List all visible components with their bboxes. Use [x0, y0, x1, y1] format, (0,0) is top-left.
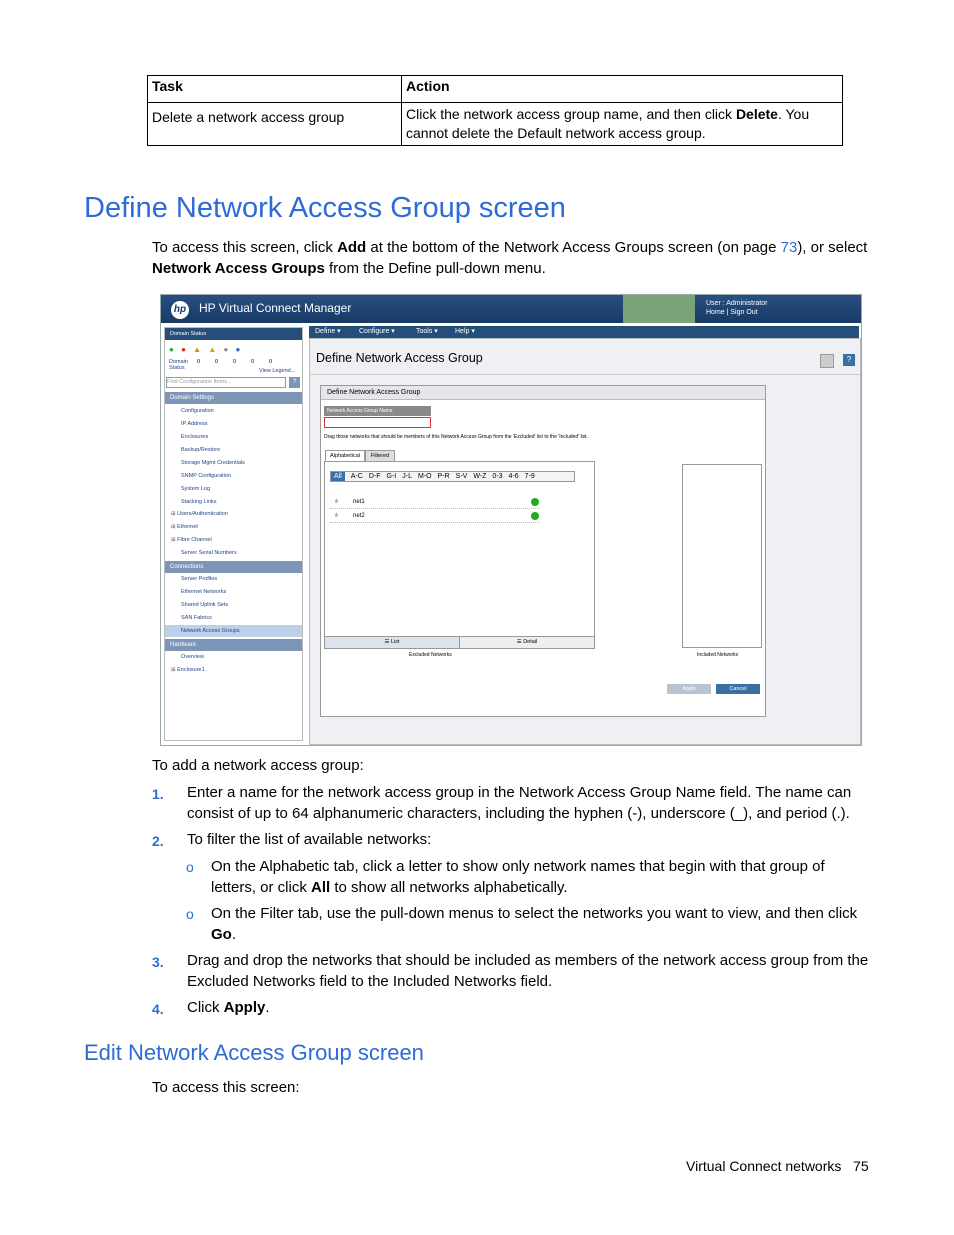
print-icon[interactable] — [820, 354, 834, 368]
nav-server-profiles[interactable]: Server Profiles — [181, 576, 218, 582]
section-heading: Define Network Access Group screen — [84, 192, 566, 224]
help-icon[interactable]: ? — [289, 377, 300, 388]
define-panel — [320, 385, 766, 717]
network-row[interactable]: ⋔ net2 — [330, 510, 540, 523]
nav-overview[interactable]: Overview — [181, 654, 204, 660]
excluded-list[interactable] — [324, 461, 595, 638]
section-connections[interactable]: Connections — [165, 561, 302, 573]
page-title: Define Network Access Group — [316, 351, 483, 365]
left-navigation — [164, 327, 303, 741]
letter-4-6[interactable]: 4-6 — [508, 473, 519, 480]
instruction-text: Drag those networks that should be members of this Network Access Group from the 'Excluded' list to the 'Included' list. — [324, 434, 588, 440]
error-icon: ● — [181, 345, 186, 354]
nav-snmp[interactable]: SNMP Configuration — [181, 473, 232, 479]
degraded-icon: ▲ — [208, 345, 217, 354]
action-cell: Click the network access group name, and then click Delete. You cannot delete the Default network access group. — [402, 103, 843, 146]
name-label: Network Access Group Name — [324, 406, 431, 416]
step-number: 3. — [152, 954, 164, 970]
user-info: User : Administrator Home | Sign Out — [706, 300, 768, 316]
apply-button[interactable]: Apply — [667, 684, 711, 694]
col-task-header: Task — [148, 76, 402, 103]
ok-status-icon — [531, 512, 539, 520]
included-label: Included Networks — [697, 652, 739, 658]
view-legend-link[interactable]: View Legend... — [259, 368, 296, 374]
warning-icon: ▲ — [193, 345, 202, 354]
letter-s-v[interactable]: S-V — [455, 473, 468, 480]
nav-shared-uplink-sets[interactable]: Shared Uplink Sets — [181, 602, 229, 608]
page-help-icon[interactable]: ? — [843, 354, 855, 366]
nav-users-auth[interactable]: ⊞ Users/Authentication — [171, 511, 228, 517]
info-icon: ● — [235, 345, 241, 354]
step-1: Enter a name for the network access group in the Network Access Group Name field. The name can consist of up to 64 alphanumeric characters, including the hyphen (-), underscore (_), and period (.). — [187, 784, 852, 822]
nav-san-fabrics[interactable]: SAN Fabrics — [181, 615, 212, 621]
page-link[interactable]: 73 — [780, 239, 798, 256]
network-icon: ⋔ — [334, 499, 340, 505]
list-icon: ☰ — [384, 639, 390, 645]
letter-filter-bar — [330, 471, 575, 482]
included-list[interactable] — [682, 464, 762, 648]
unknown-icon: ● — [223, 345, 229, 354]
subsection-heading: Edit Network Access Group screen — [84, 1040, 424, 1065]
letter-0-3[interactable]: 0-3 — [492, 473, 503, 480]
detail-view-button[interactable]: ☰ Detail — [459, 636, 595, 649]
menu-define[interactable]: Define ▾ — [315, 328, 341, 335]
intro-paragraph: To access this screen, click Add at the bottom of the Network Access Groups screen (on page 73), or select Network Access Groups from the Define pull-down menu. — [152, 239, 868, 277]
nav-stacking-links[interactable]: Stacking Links — [181, 499, 217, 505]
hp-logo: hp — [171, 301, 189, 319]
step-2: To filter the list of available networks: — [187, 831, 432, 848]
substep-2: On the Filter tab, use the pull-down menus to select the networks you want to view, and then click Go. — [211, 905, 858, 943]
header-image — [623, 295, 695, 323]
nav-network-access-groups[interactable]: Network Access Groups — [181, 628, 240, 634]
nav-enclosures[interactable]: Enclosures — [181, 434, 209, 440]
letter-w-z[interactable]: W-Z — [473, 473, 487, 480]
page-number: 75 — [853, 1158, 869, 1174]
detail-icon: ☰ — [516, 639, 522, 645]
letter-all[interactable]: All — [331, 472, 345, 481]
nav-backup-restore[interactable]: Backup/Restore — [181, 447, 221, 453]
menu-help[interactable]: Help ▾ — [455, 328, 475, 335]
nav-ethernet-networks[interactable]: Ethernet Networks — [181, 589, 227, 595]
domain-status-label: Domain Status — [169, 359, 188, 371]
page-footer — [686, 1158, 869, 1174]
menu-bar — [309, 326, 859, 338]
nav-enclosure1[interactable]: ⊞ Enclosure1 — [171, 667, 205, 673]
list-view-button[interactable]: ☰ List — [324, 636, 460, 649]
footer-section: Virtual Connect networks — [686, 1158, 842, 1174]
step-number: 4. — [152, 1001, 164, 1017]
excluded-label: Excluded Networks — [409, 652, 452, 658]
step-3: Drag and drop the networks that should be included as members of the network access group from the Excluded Networks field to the Included Networks field. — [187, 952, 869, 990]
col-action-header: Action — [402, 76, 843, 103]
letter-d-f[interactable]: D-F — [368, 473, 381, 480]
section-domain-settings[interactable]: Domain Settings — [165, 392, 302, 404]
screenshot-figure — [160, 294, 862, 746]
nav-ethernet[interactable]: ⊞ Ethernet — [171, 524, 198, 530]
ok-icon: ● — [169, 345, 174, 354]
nav-system-log[interactable]: System Log — [181, 486, 211, 492]
nav-storage-mgmt[interactable]: Storage Mgmt Credentials — [181, 460, 245, 466]
status-counts: 0 0 0 0 0 — [197, 359, 272, 365]
letter-7-9[interactable]: 7-9 — [524, 473, 535, 480]
network-row[interactable]: ⋔ net1 — [330, 496, 540, 509]
nav-ip-address[interactable]: IP Address — [181, 421, 208, 427]
bullet-icon: o — [186, 859, 194, 875]
network-icon: ⋔ — [334, 513, 340, 519]
menu-tools[interactable]: Tools ▾ — [416, 328, 438, 335]
menu-configure[interactable]: Configure ▾ — [359, 328, 395, 335]
header-links: Home | Sign Out — [706, 309, 758, 316]
task-cell: Delete a network access group — [148, 103, 402, 146]
nav-configuration[interactable]: Configuration — [181, 408, 214, 414]
letter-j-l[interactable]: J-L — [402, 473, 412, 480]
title-divider — [310, 374, 860, 375]
ok-status-icon — [531, 498, 539, 506]
step-number: 2. — [152, 833, 164, 849]
tab-alphabetical[interactable]: Alphabetical — [325, 450, 365, 462]
tab-filtered[interactable]: Filtered — [365, 450, 395, 462]
letter-m-o[interactable]: M-O — [417, 473, 432, 480]
letter-g-i[interactable]: G-I — [386, 473, 397, 480]
section-hardware[interactable]: Hardware — [165, 639, 302, 651]
cancel-button[interactable]: Cancel — [716, 684, 760, 694]
task-table — [147, 75, 843, 146]
letter-a-c[interactable]: A-C — [350, 473, 363, 480]
letter-p-r[interactable]: P-R — [437, 473, 450, 480]
find-config-input[interactable]: Find Configuration Items... — [166, 377, 286, 388]
name-input[interactable] — [324, 417, 431, 428]
step-number: 1. — [152, 786, 164, 802]
step-4: Click Apply. — [187, 999, 270, 1016]
app-header — [161, 295, 861, 323]
substep-1: On the Alphabetic tab, click a letter to show only network names that begin with that group of letters, or click All to show all networks alphabetically. — [211, 858, 825, 896]
domain-status-title: Domain Status — [165, 328, 302, 340]
bullet-icon: o — [186, 906, 194, 922]
app-title: HP Virtual Connect Manager — [199, 301, 352, 315]
status-icons — [169, 345, 240, 354]
add-intro: To add a network access group: — [152, 757, 364, 774]
main-pane — [309, 338, 861, 745]
edit-intro: To access this screen: — [152, 1079, 300, 1096]
nav-fibre-channel[interactable]: ⊞ Fibre Channel — [171, 537, 212, 543]
panel-title: Define Network Access Group — [321, 386, 765, 400]
nav-server-serial[interactable]: Server Serial Numbers — [181, 550, 237, 556]
